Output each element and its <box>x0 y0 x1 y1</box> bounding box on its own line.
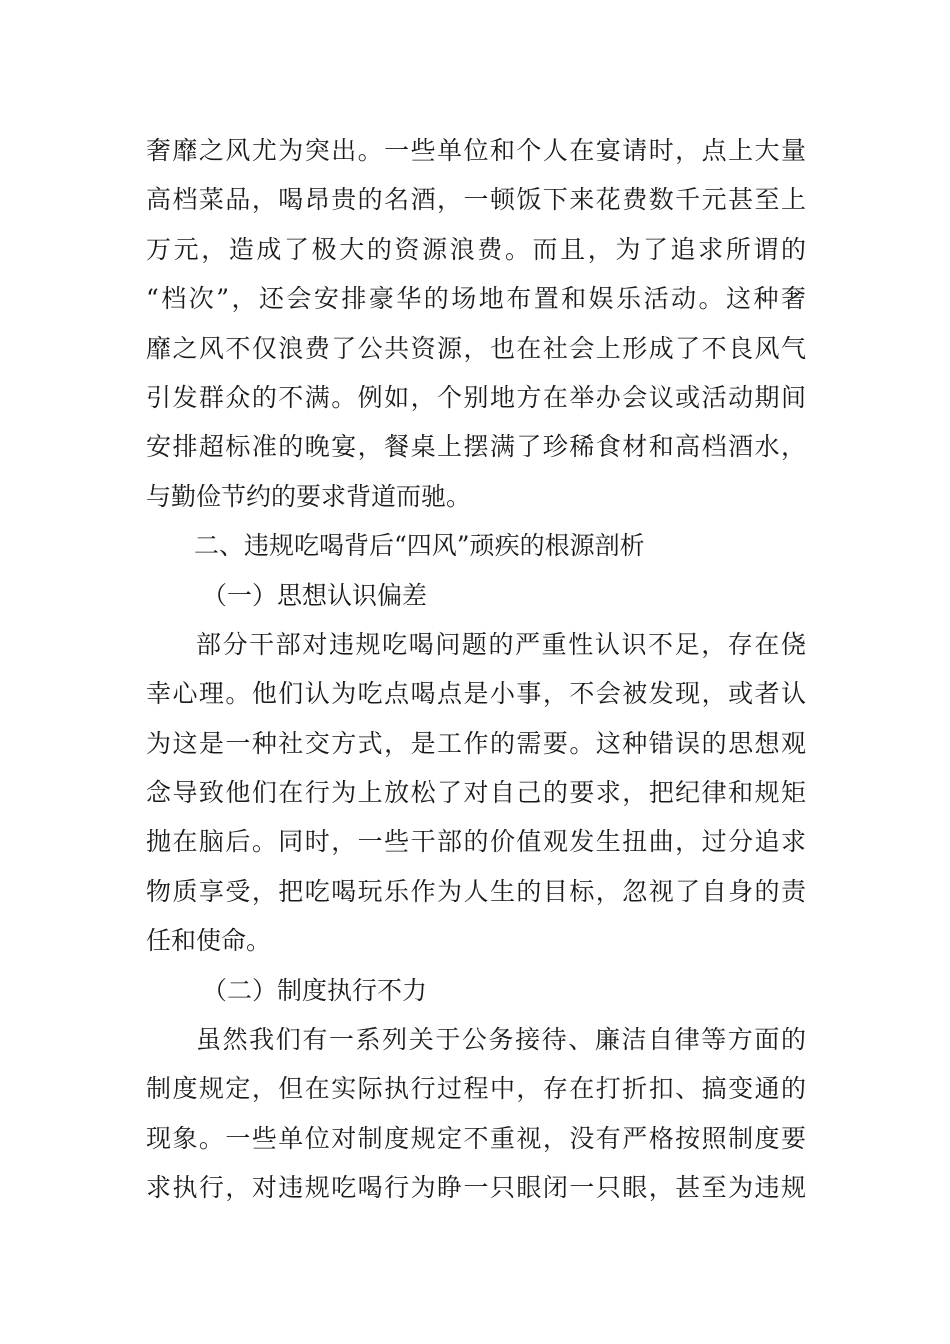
paragraph-line: 任和使命。 <box>146 926 272 956</box>
paragraph-line: 物质享受，把吃喝玩乐作为人生的目标，忽视了自身的责 <box>146 876 806 906</box>
subsection-heading: （一）思想认识偏差 <box>202 580 428 610</box>
document-body <box>146 126 806 1213</box>
paragraph-line: 高档菜品，喝昂贵的名酒，一顿饭下来花费数千元甚至上 <box>146 185 806 215</box>
paragraph-line: 与勤俭节约的要求背道而驰。 <box>146 481 472 511</box>
paragraph-line: “档次”，还会安排豪华的场地布置和娱乐活动。这种奢 <box>146 284 806 314</box>
paragraph-line: 现象。一些单位对制度规定不重视，没有严格按照制度要 <box>146 1123 806 1153</box>
paragraph-line: 虽然我们有一系列关于公务接待、廉洁自律等方面的 <box>196 1025 806 1055</box>
paragraph-line: 安排超标准的晚宴，餐桌上摆满了珍稀食材和高档酒水， <box>146 432 806 462</box>
paragraph-line: 奢靡之风尤为突出。一些单位和个人在宴请时，点上大量 <box>146 136 806 165</box>
paragraph-line: 抛在脑后。同时，一些干部的价值观发生扭曲，过分追求 <box>146 827 806 857</box>
paragraph-line: 为这是一种社交方式，是工作的需要。这种错误的思想观 <box>146 728 806 758</box>
paragraph-line: 靡之风不仅浪费了公共资源，也在社会上形成了不良风气 <box>146 333 806 363</box>
paragraph-line: 万元，造成了极大的资源浪费。而且，为了追求所谓的 <box>146 234 806 264</box>
paragraph-line: 幸心理。他们认为吃点喝点是小事，不会被发现，或者认 <box>146 679 806 709</box>
paragraph-line: 部分干部对违规吃喝问题的严重性认识不足，存在侥 <box>196 629 806 659</box>
paragraph-line: 引发群众的不满。例如，个别地方在举办会议或活动期间 <box>146 382 806 412</box>
section-heading: 二、违规吃喝背后“四风”顽疾的根源剖析 <box>194 531 645 561</box>
paragraph-line: 求执行，对违规吃喝行为睁一只眼闭一只眼，甚至为违规 <box>146 1173 806 1203</box>
paragraph-line: 念导致他们在行为上放松了对自己的要求，把纪律和规矩 <box>146 778 806 808</box>
paragraph-line: 制度规定，但在实际执行过程中，存在打折扣、搞变通的 <box>146 1074 806 1104</box>
subsection-heading: （二）制度执行不力 <box>202 975 428 1005</box>
